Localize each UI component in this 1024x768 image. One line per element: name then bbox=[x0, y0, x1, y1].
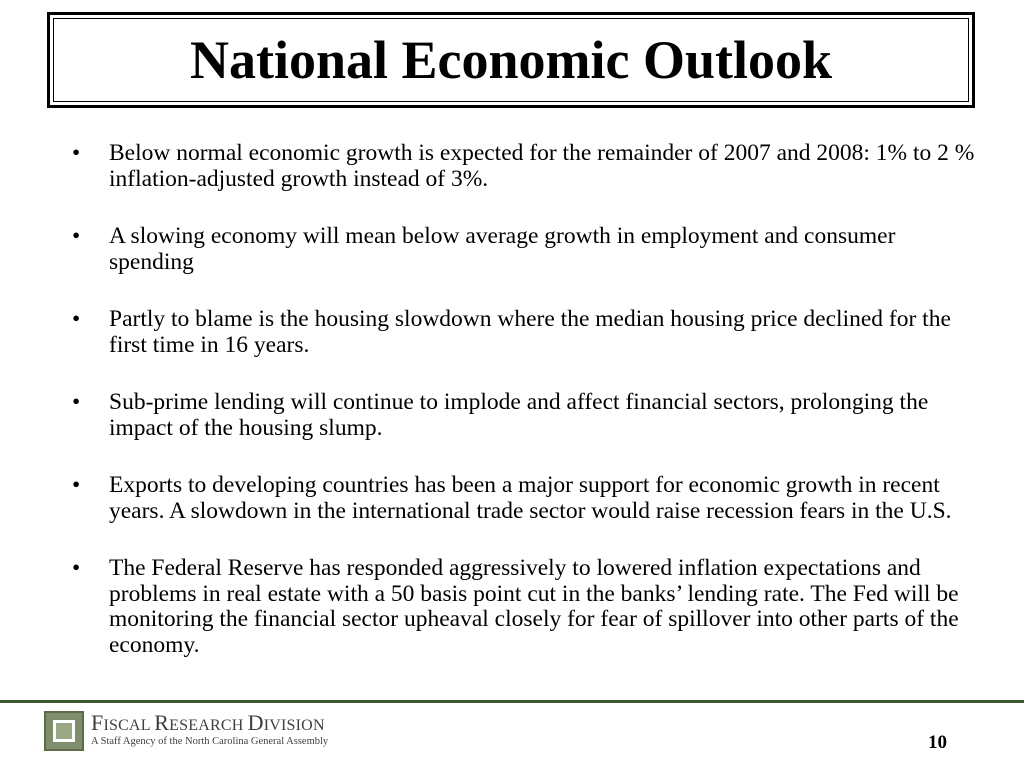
logo-name bbox=[91, 712, 325, 737]
bullet-text: Sub-prime lending will continue to implode and affect financial sectors, prolonging the impact of the housing slump. bbox=[109, 389, 929, 441]
fiscal-research-division-logo bbox=[44, 711, 330, 751]
logo-name-small-caps: IVISION bbox=[263, 717, 325, 734]
slide-title: National Economic Outlook bbox=[189, 30, 833, 90]
square-seal-icon bbox=[44, 711, 84, 751]
bullet-text: The Federal Reserve has responded aggressively to lowered inflation expectations and problems in real estate with a 50 basis point cut in the banks’ lending rate. The Fed will be monitoring the financial sector upheaval closely for fear of spillover into other parts of the economy. bbox=[109, 555, 959, 658]
bullet-list bbox=[72, 141, 977, 690]
page-number: 10 bbox=[928, 732, 947, 753]
bullet-text: Below normal economic growth is expected for the remainder of 2007 and 2008: 1% to 2 % inflation-adjusted growth instead of 3%. bbox=[109, 140, 975, 192]
bullet-icon: • bbox=[72, 223, 81, 249]
bullet-icon: • bbox=[72, 472, 81, 498]
footer-divider bbox=[0, 700, 1024, 703]
logo-name-small-caps: ISCAL bbox=[103, 717, 155, 734]
bullet-icon: • bbox=[72, 306, 81, 332]
seal-inner-square bbox=[53, 720, 75, 742]
bullet-text: A slowing economy will mean below average growth in employment and consumer spending bbox=[109, 223, 896, 275]
bullet-icon: • bbox=[72, 555, 81, 581]
bullet-icon: • bbox=[72, 140, 81, 166]
logo-name-initial: F bbox=[91, 710, 104, 735]
bullet-item-6 bbox=[72, 556, 977, 658]
logo-name-small-caps: ESEARCH bbox=[169, 717, 248, 734]
bullet-text: Partly to blame is the housing slowdown where the median housing price declined for the first time in 16 years. bbox=[109, 306, 951, 358]
bullet-item-5 bbox=[72, 473, 977, 524]
logo-name-initial: D bbox=[247, 710, 264, 735]
logo-name-initial: R bbox=[154, 710, 170, 735]
bullet-icon: • bbox=[72, 389, 81, 415]
bullet-text: Exports to developing countries has been a major support for economic growth in recent years. A slowdown in the international trade sector would raise recession fears in the U.S. bbox=[109, 472, 952, 524]
bullet-item-2 bbox=[72, 224, 977, 275]
bullet-item-4 bbox=[72, 390, 977, 441]
bullet-item-1 bbox=[72, 141, 977, 192]
title-box bbox=[47, 12, 975, 108]
logo-tagline: A Staff Agency of the North Carolina General Assembly bbox=[91, 736, 329, 747]
bullet-item-3 bbox=[72, 307, 977, 358]
